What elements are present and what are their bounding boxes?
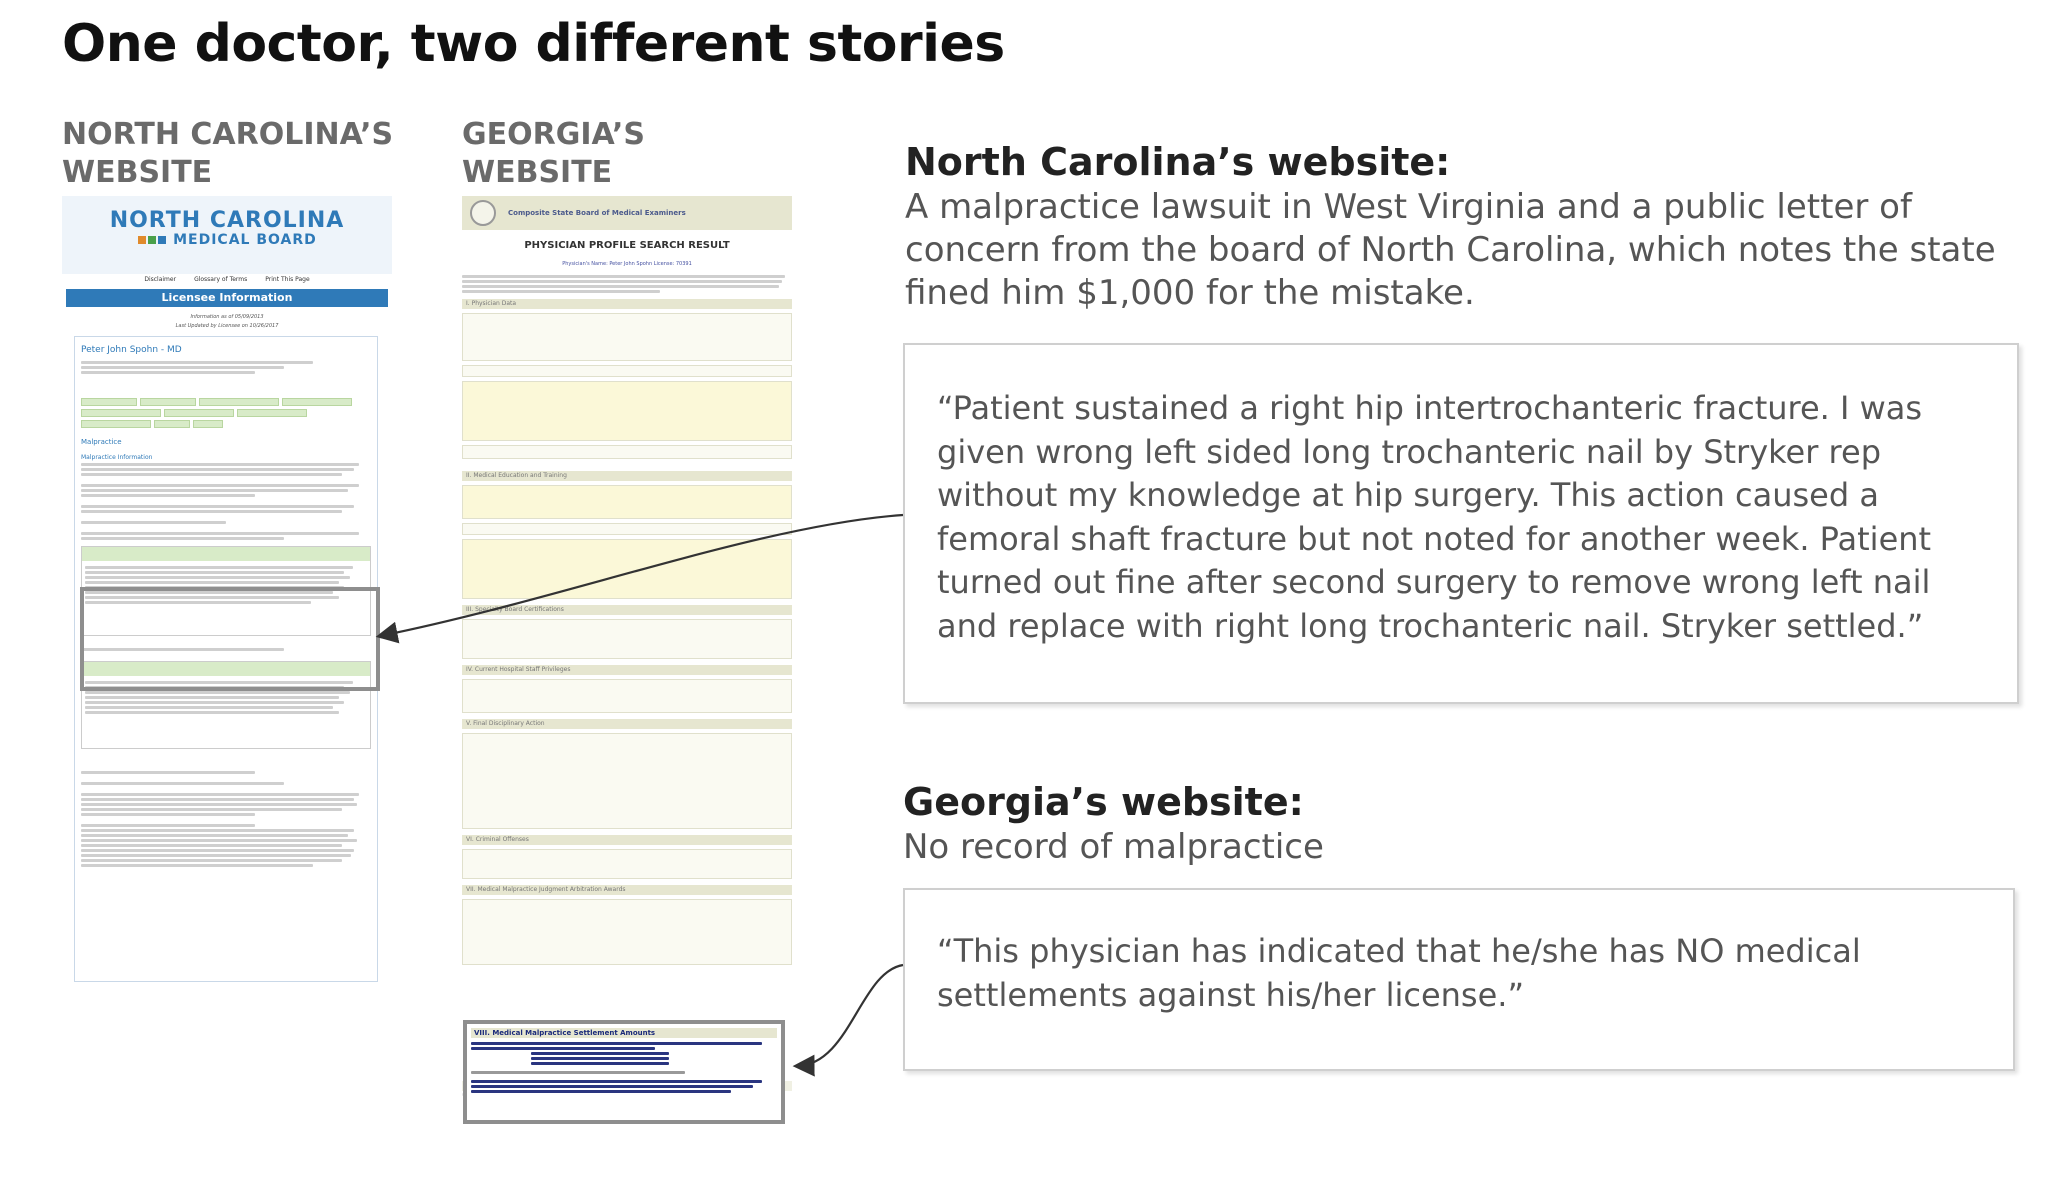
ga-section-5: V. Final Disciplinary Action: [462, 719, 792, 729]
nc-heading-line-1: NORTH CAROLINA’S: [62, 117, 394, 152]
nc-nav-glossary: Glossary of Terms: [194, 276, 248, 283]
ga-panel-summary: No record of malpractice: [903, 827, 1324, 867]
nc-malpractice-subheading: Malpractice Information: [81, 454, 153, 461]
ga-quote-text: “This physician has indicated that he/she has NO medical settlements against his/her license.”: [937, 932, 1861, 1014]
ga-section-4: IV. Current Hospital Staff Privileges: [462, 665, 792, 675]
nc-connector-arrow: [380, 515, 903, 636]
nc-physician-name: Peter John Spohn - MD: [81, 345, 182, 355]
ga-settlement-heading: VIII. Medical Malpractice Settlement Amounts: [471, 1028, 777, 1038]
ga-section-7: VII. Medical Malpractice Judgment Arbitration Awards: [462, 885, 792, 895]
nc-info-line-1: Information as of 05/09/2013: [190, 314, 264, 320]
nc-nav-disclaimer: Disclaimer: [144, 276, 177, 283]
ga-connector-arrow: [797, 965, 903, 1066]
nc-logo-line-2-text: MEDICAL BOARD: [173, 232, 317, 248]
page-title: One doctor, two different stories: [62, 14, 1005, 74]
ga-heading-line-2: WEBSITE: [462, 155, 613, 190]
nc-info-line-2: Last Updated by Licensee on 10/26/2017: [175, 323, 279, 329]
ga-panel-heading: Georgia’s website:: [903, 780, 1304, 824]
nc-quote-text: “Patient sustained a right hip intertrochanteric fracture. I was given wrong left sided long trochanteric nail by Stryker rep without my knowledge at hip surgery. This action caused a femoral shaft fracture but not noted for another week. Patient turned out fine after second surgery to remove wrong left nail and replace with right long trochanteric nail. Stryker settled.”: [937, 389, 1932, 645]
ga-section-2: II. Medical Education and Training: [462, 471, 792, 481]
ga-physician-line: Physician's Name: Peter John Spohn License: 70391: [562, 261, 692, 267]
nc-heading-line-2: WEBSITE: [62, 155, 213, 190]
ga-section-3: III. Specialty Board Certifications: [462, 605, 792, 615]
ga-board-name: Composite State Board of Medical Examiners: [508, 209, 686, 217]
ga-heading-line-1: GEORGIA’S: [462, 117, 645, 152]
ga-section-1: I. Physician Data: [462, 299, 792, 309]
ga-page-title: PHYSICIAN PROFILE SEARCH RESULT: [524, 240, 730, 251]
nc-nav-print: Print This Page: [265, 276, 310, 283]
nc-logo-line-1: NORTH CAROLINA: [109, 208, 345, 233]
nc-licensee-banner: Licensee Information: [66, 289, 388, 307]
nc-panel-summary: A malpractice lawsuit in West Virginia and a public letter of concern from the board of North Carolina, which notes the state fined him $1,000 for the mistake.: [905, 187, 1996, 313]
nc-panel-heading: North Carolina’s website:: [905, 140, 1451, 184]
ga-section-6: VI. Criminal Offenses: [462, 835, 792, 845]
nc-malpractice-heading: Malpractice: [81, 438, 122, 446]
